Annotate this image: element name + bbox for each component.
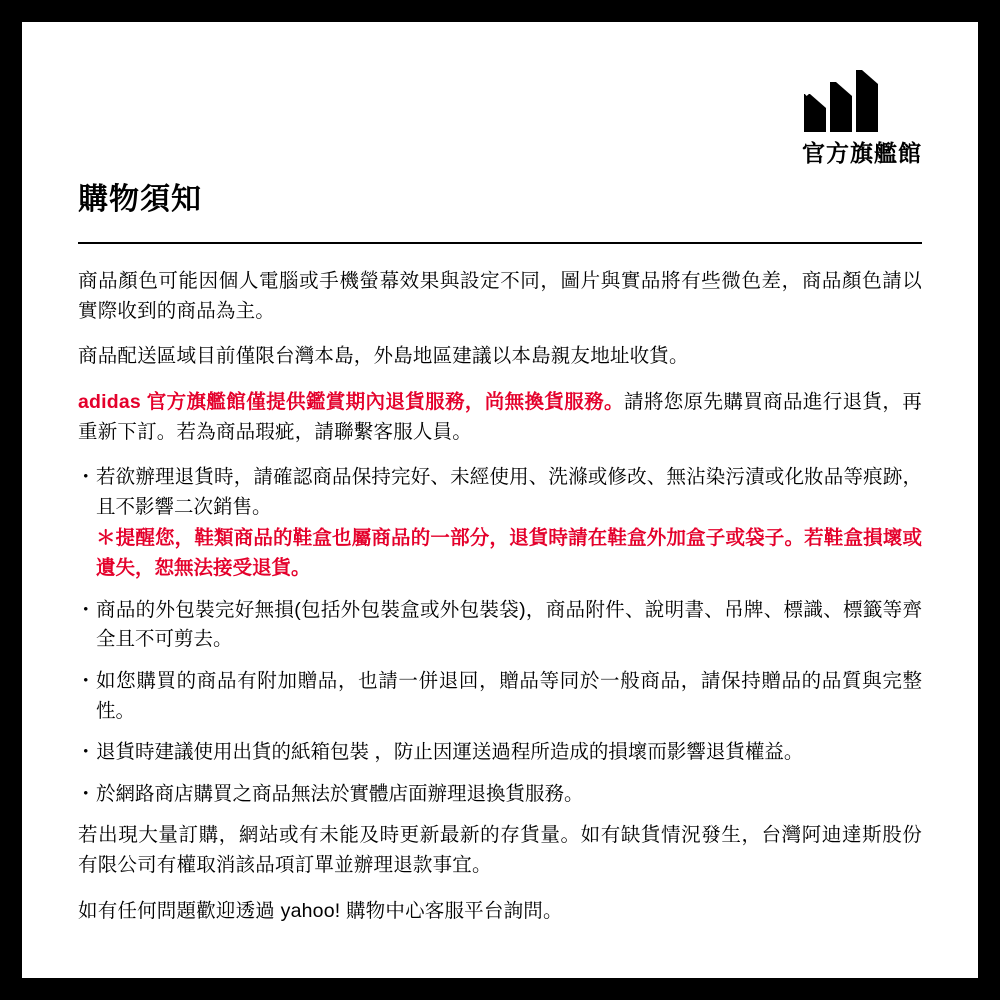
document-body — [78, 267, 922, 942]
paragraph-contact-notice: 如有任何問題歡迎透過 yahoo! 購物中心客服平台詢問。 — [78, 899, 563, 922]
paragraph-color-notice: 商品顏色可能因個人電腦或手機螢幕效果與設定不同，圖片與實品將有些微色差，商品顏色請以實際收到的商品為主。 — [78, 270, 922, 322]
inline-brand-name: adidas — [78, 390, 141, 413]
list-item-text: 若欲辦理退貨時，請確認商品保持完好、未經使用、洗滌或修改、無沾染污漬或化妝品等痕跡，且不影響二次銷售。 — [96, 466, 922, 518]
policy-bullet-list — [78, 463, 922, 809]
adidas-logo — [804, 70, 922, 132]
inline-return-highlight: 官方旗艦館僅提供鑑賞期內退貨服務，尚無換貨服務。 — [140, 390, 624, 413]
list-item — [78, 463, 922, 584]
list-item — [78, 738, 922, 768]
list-item — [78, 596, 922, 655]
document-sheet — [22, 22, 978, 978]
brand-header — [732, 70, 922, 165]
paragraph-shipping-area: 商品配送區域目前僅限台灣本島，外島地區建議以本島親友地址收貨。 — [78, 345, 689, 368]
inline-return-rest: 請將您原先購買商品進行退貨，再重新下訂。若為商品瑕疵，請聯繫客服人員。 — [78, 390, 922, 443]
paragraph-stock-notice: 若出現大量訂購，網站或有未能及時更新最新的存貨量。如有缺貨情況發生，台灣阿迪達斯股份有限公司有權取消該品項訂單並辦理退款事宜。 — [78, 824, 922, 876]
list-item-note: ＊提醒您，鞋類商品的鞋盒也屬商品的一部分，退貨時請在鞋盒外加盒子或袋子。若鞋盒損壞或遺失，恕無法接受退貨。 — [96, 527, 922, 579]
list-item-text: 於網路商店購買之商品無法於實體店面辦理退換貨服務。 — [96, 782, 584, 805]
list-item — [78, 780, 922, 810]
list-item-text: 如您購買的商品有附加贈品，也請一併退回，贈品等同於一般商品，請保持贈品的品質與完整性。 — [96, 669, 922, 722]
list-item — [78, 667, 922, 726]
list-item-text: 退貨時建議使用出貨的紙箱包裝 ，防止因運送過程所造成的損壞而影響退貨權益。 — [96, 741, 804, 764]
list-item-text: 商品的外包裝完好無損(包括外包裝盒或外包裝袋)，商品附件、說明書、吊牌、標識、標籤等齊全且不可剪去。 — [96, 598, 922, 651]
page-title: 購物須知 — [78, 183, 202, 216]
brand-sub-label: 官方旗艦館 — [802, 140, 922, 166]
paragraph-return-policy — [78, 388, 922, 447]
title-divider — [78, 242, 922, 244]
